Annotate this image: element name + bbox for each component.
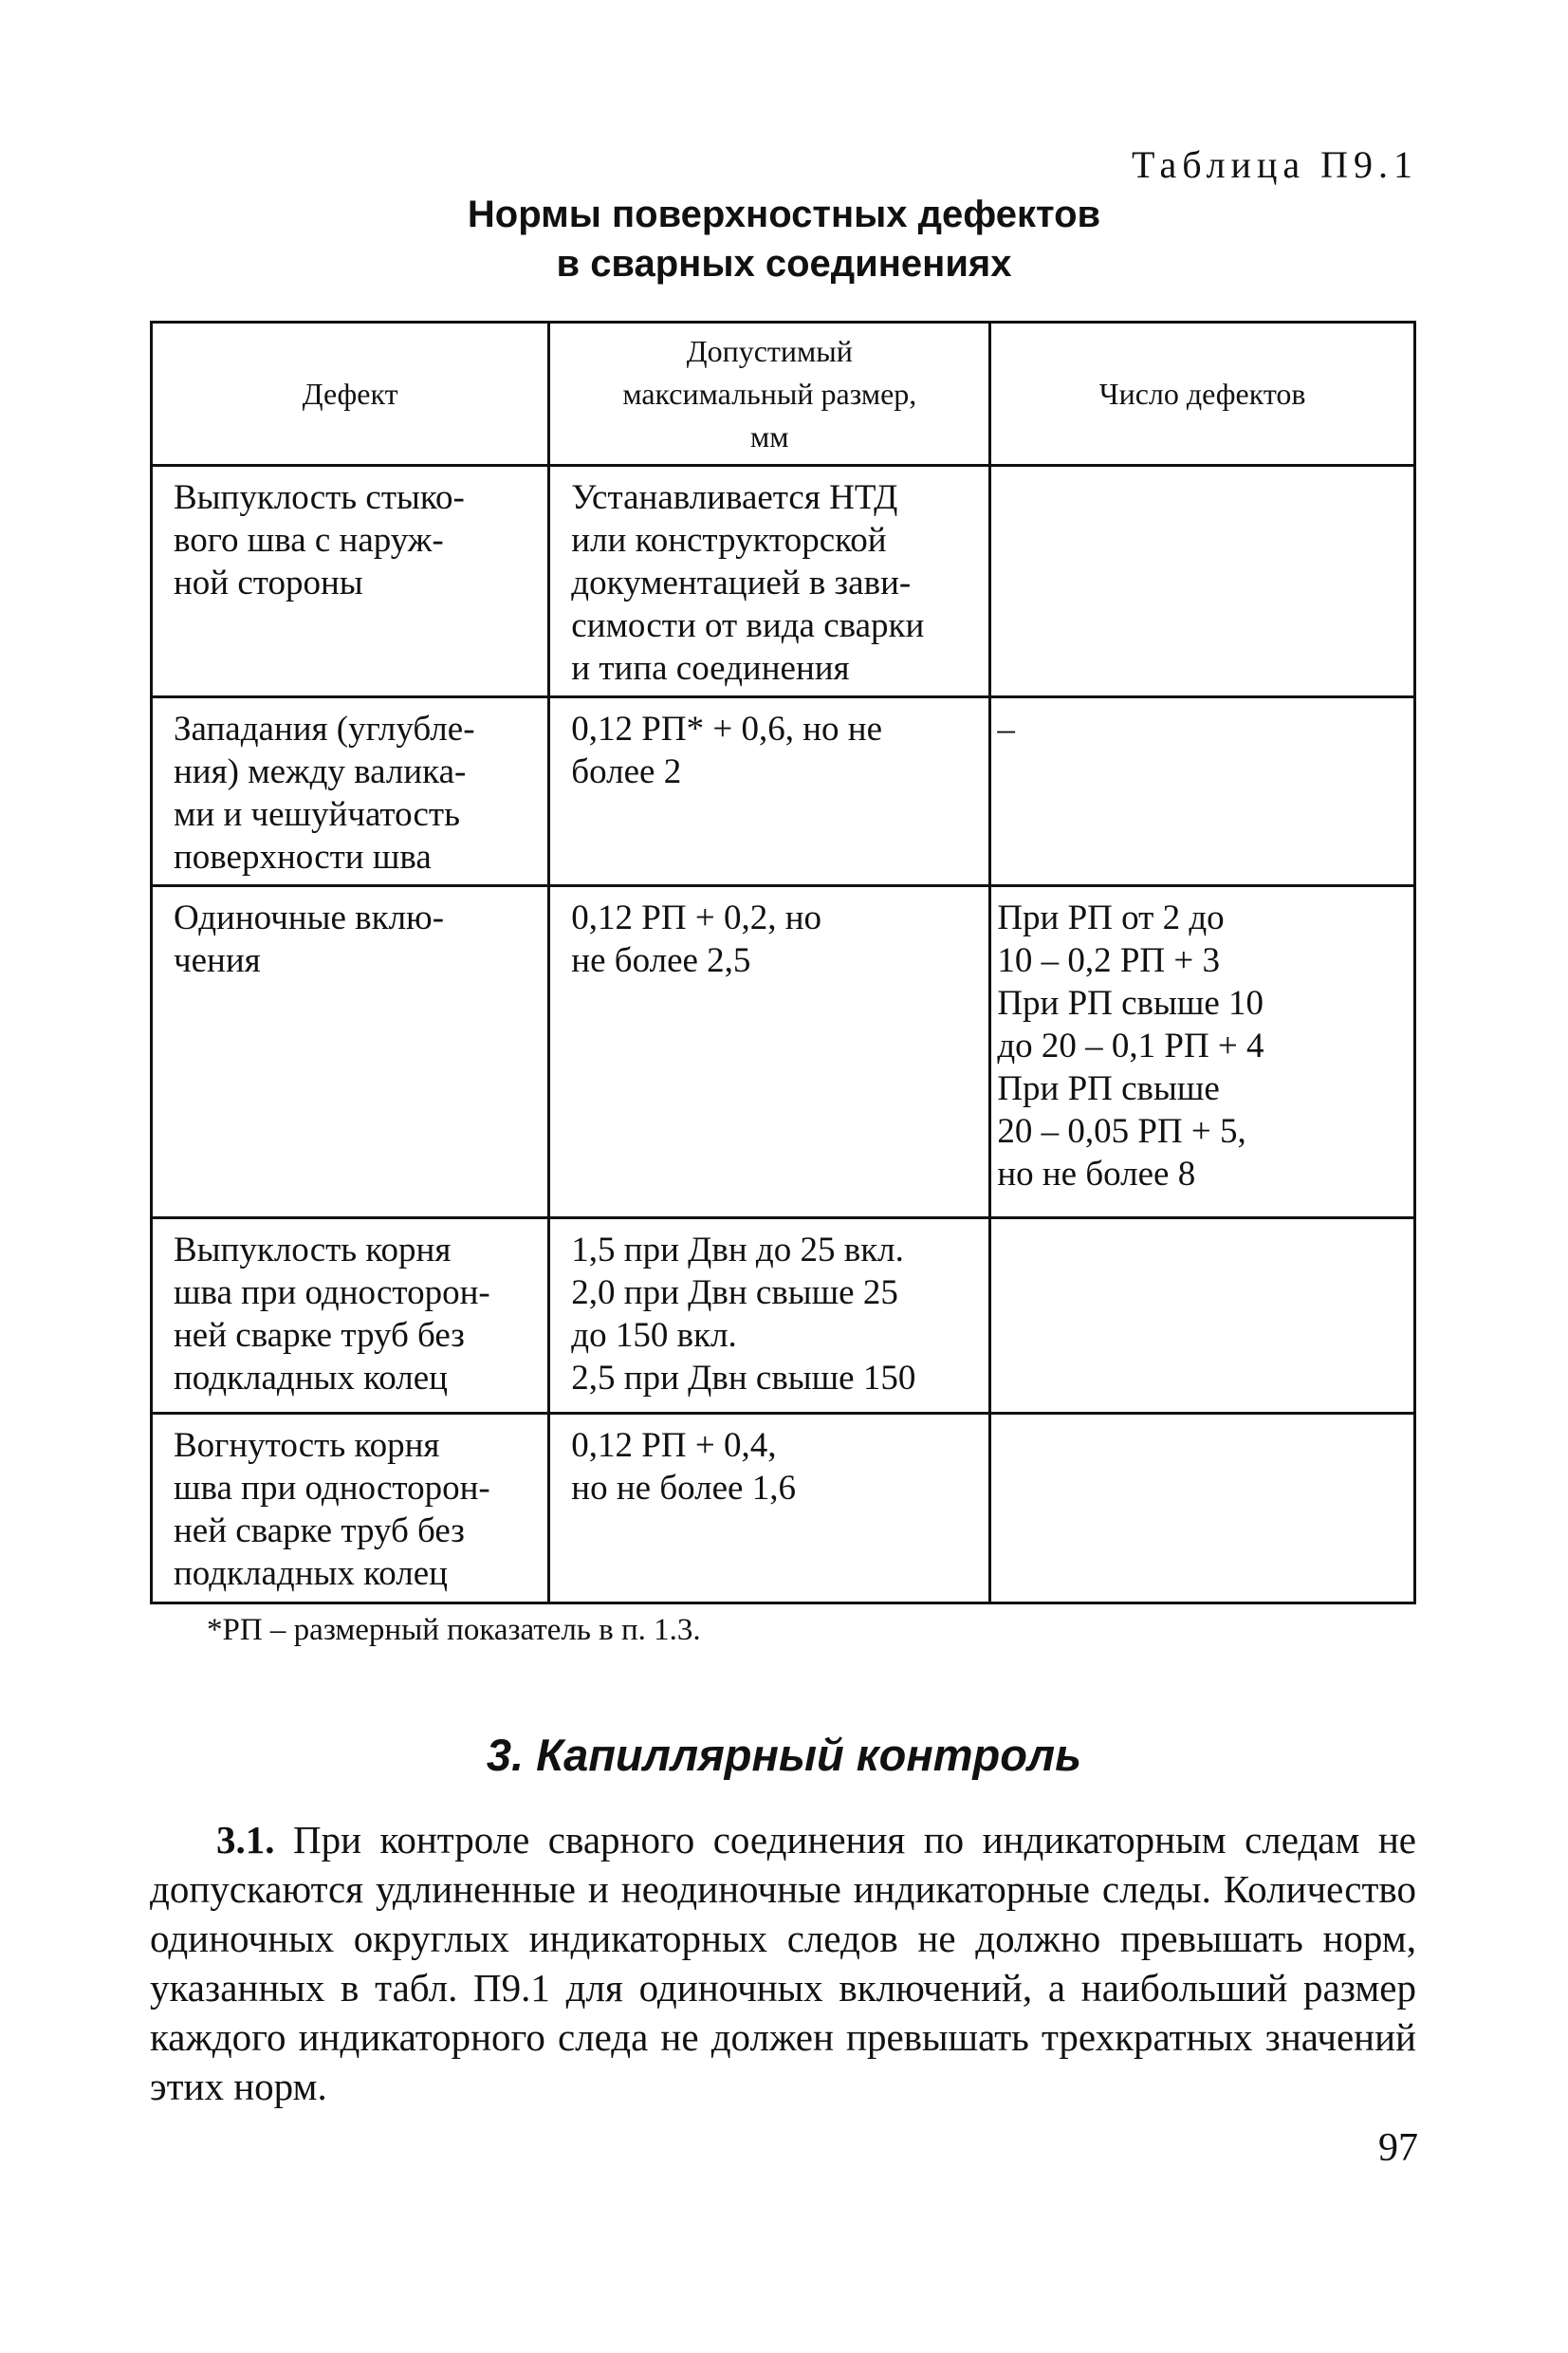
cell-defect-line: подкладных колец (174, 1359, 448, 1398)
cell-defect-line: Вогнутость корня (174, 1426, 440, 1465)
cell-defect (152, 886, 549, 1218)
table-header-row (152, 323, 1415, 466)
paragraph-number: 3.1. (216, 1818, 275, 1862)
table-row (152, 466, 1415, 697)
header-count: Число дефектов (990, 323, 1415, 466)
paragraph-text: При контроле сварного соединения по индикаторным следам не допускаются удлиненные и неодиночные индикаторные следы. Количество одиночных округлых индикаторных следов не должно превышать норм, указанных в табл. П9.1 для одиночных включений, а наибольший размер каждого индикаторного следа не должен превышать трехкратных значений этих норм. (150, 1818, 1417, 2108)
cell-defect-line: Одиночные вклю- (174, 899, 445, 937)
cell-defect-line: чения (174, 941, 261, 980)
header-max-size (549, 323, 990, 466)
cell-limits-line: до 150 вкл. (571, 1316, 737, 1355)
header-defect: Дефект (152, 323, 549, 466)
cell-limits-line: но не более 1,6 (571, 1469, 796, 1508)
table-body (152, 466, 1415, 1603)
cell-limits-line: 0,12 РП* + 0,6, но не (571, 710, 882, 749)
cell-defect-line: Выпуклость корня (174, 1231, 452, 1269)
footnote: *РП – размерный показатель в п. 1.3. (207, 1613, 701, 1647)
cell-count (990, 886, 1415, 1218)
cell-limits-line: или конструкторской (571, 521, 887, 560)
cell-count (990, 1218, 1415, 1414)
defects-table (150, 321, 1416, 1604)
table-label: Таблица П9.1 (1132, 143, 1418, 186)
cell-defect-line: подкладных колец (174, 1554, 448, 1593)
table-row (152, 1414, 1415, 1603)
cell-defect-line: ней сварке труб без (174, 1316, 465, 1355)
page-number: 97 (1378, 2126, 1418, 2170)
cell-count (990, 697, 1415, 886)
cell-defect-line: Выпуклость стыко- (174, 478, 465, 517)
cell-limits-line: 2,5 при Двн свыше 150 (571, 1359, 916, 1398)
table-row (152, 1218, 1415, 1414)
cell-limits-line: не более 2,5 (571, 941, 751, 980)
cell-defect-line: ной стороны (174, 564, 363, 602)
cell-count-line: 20 – 0,05 РП + 5, (997, 1112, 1246, 1151)
cell-defect-line: шва при односторон- (174, 1469, 490, 1508)
cell-limits-line: 0,12 РП + 0,4, (571, 1426, 777, 1465)
cell-limits-line: более 2 (571, 752, 682, 791)
cell-count (990, 466, 1415, 697)
table-row (152, 697, 1415, 886)
header-max-size-line: мм (750, 418, 789, 454)
cell-limits (549, 697, 990, 886)
cell-defect-line: шва при односторон- (174, 1273, 490, 1312)
header-max-size-line: Допустимый (686, 333, 853, 368)
cell-defect-line: ми и чешуйчатость (174, 795, 460, 834)
cell-count-line: – (997, 710, 1015, 749)
body-paragraph (150, 1815, 1416, 2111)
cell-limits (549, 466, 990, 697)
cell-defect (152, 466, 549, 697)
cell-limits-line: 2,0 при Двн свыше 25 (571, 1273, 898, 1312)
header-max-size-line: максимальный размер, (622, 376, 917, 411)
table-title-line: в сварных соединениях (556, 243, 1012, 285)
cell-count-line: но не более 8 (997, 1155, 1196, 1194)
cell-defect (152, 1218, 549, 1414)
cell-limits-line: симости от вида сварки (571, 606, 925, 645)
cell-limits-line: и типа соединения (571, 649, 850, 688)
table-title-line: Нормы поверхностных дефектов (467, 194, 1101, 235)
cell-count-line: до 20 – 0,1 РП + 4 (997, 1027, 1264, 1065)
cell-count-line: При РП свыше (997, 1069, 1220, 1108)
cell-defect-line: Западания (углубле- (174, 710, 475, 749)
cell-defect (152, 697, 549, 886)
cell-limits (549, 1218, 990, 1414)
cell-defect-line: вого шва с наруж- (174, 521, 444, 560)
cell-defect-line: ней сварке труб без (174, 1511, 465, 1550)
cell-limits-line: 0,12 РП + 0,2, но (571, 899, 822, 937)
cell-limits-line: 1,5 при Двн до 25 вкл. (571, 1231, 904, 1269)
cell-defect-line: поверхности шва (174, 838, 432, 877)
cell-limits-line: документацией в зави- (571, 564, 912, 602)
table-title (0, 190, 1568, 288)
cell-count (990, 1414, 1415, 1603)
section-heading: 3. Капиллярный контроль (486, 1730, 1082, 1780)
cell-defect-line: ния) между валика- (174, 752, 467, 791)
cell-limits (549, 886, 990, 1218)
cell-count-line: 10 – 0,2 РП + 3 (997, 941, 1220, 980)
cell-count-line: При РП свыше 10 (997, 984, 1264, 1023)
cell-defect (152, 1414, 549, 1603)
cell-limits-line: Устанавливается НТД (571, 478, 898, 517)
cell-limits (549, 1414, 990, 1603)
table-row (152, 886, 1415, 1218)
cell-count-line: При РП от 2 до (997, 899, 1225, 937)
